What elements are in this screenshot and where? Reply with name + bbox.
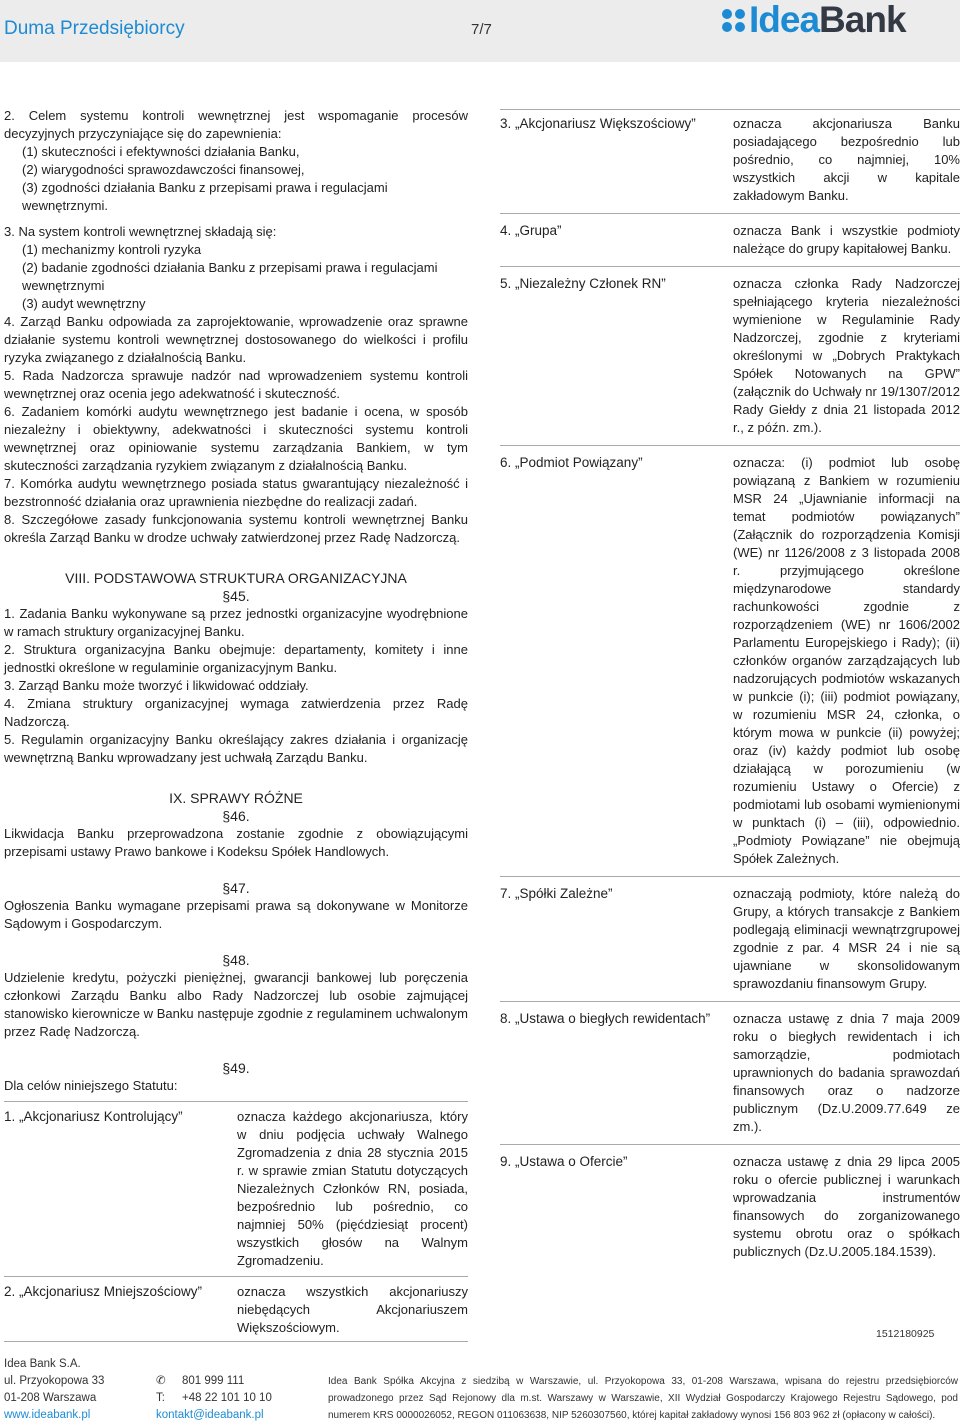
divider [4,1276,468,1277]
right-column [500,115,960,1261]
chapter-9-title: IX. SPRAWY RÓŻNE [169,790,303,806]
definition-term: 2. „Akcjonariusz Mniejszościowy” [4,1284,203,1299]
section-4-text: 4. Zarząd Banku odpowiada za zaprojektowanie, wprowadzenie oraz sprawne działanie systemu kontroli wewnętrznej dostosowanego do wielkości i profilu ryzyka związanego z działalnością Banku. [4,314,468,365]
section-7-text: 7. Komórka audytu wewnętrznego posiada status gwarantujący niezależność i bezstronność działania oraz uprawnienia niezbędne do realizacji zadań. [4,476,468,509]
definition-desc: oznacza ustawę z dnia 7 maja 2009 roku o biegłych rewidentach i ich samorządzie, podmiotach uprawnionych do badania sprawozdań finansowych oraz o nadzorze publicznym (Dz.U.2009.77.649 ze zm.). [733,1011,960,1134]
list-item: 1. Zadania Banku wykonywane są przez jednostki organizacyjne wyodrębnione w ramach struktury organizacyjnej Banku. [4,606,468,639]
left-column [4,107,468,1342]
definition-term: 7. „Spółki Zależne” [500,886,613,901]
definition-row [500,222,960,258]
definition-row [500,885,960,993]
definition-row [500,1010,960,1136]
list-item: 2. Struktura organizacyjna Banku obejmuje: departamenty, komitety i inne jednostki określone w regulaminie organizacyjnym Banku. [4,642,468,675]
divider [500,266,960,267]
footer-contact [156,1373,272,1424]
footer-address [4,1356,104,1424]
fax-label: T: [156,1392,165,1404]
divider [4,1101,468,1102]
paragraph-48-heading: §48. [222,952,250,968]
definition-term: 1. „Akcjonariusz Kontrolujący” [4,1109,183,1124]
definition-term: 4. „Grupa” [500,223,562,238]
chapter-8-title: VIII. PODSTAWOWA STRUKTURA ORGANIZACYJNA [65,570,407,586]
idea-bank-logo [722,0,906,40]
list-item: (2) wiarygodności sprawozdawczości finansowej, [22,162,305,177]
section-6-text: 6. Zadaniem komórki audytu wewnętrznego jest badanie i ocena, w sposób niezależny i obiektywny, adekwatności i skuteczności systemu kontroli wewnętrznej oraz opiniowanie systemu zarządzania Bankiem, w tym skuteczności zarządzania ryzykiem związanym z działalnością Banku. [4,404,468,473]
list-item: 3. Zarząd Banku może tworzyć i likwidować oddziały. [4,678,309,693]
phone-number: 801 999 111 [182,1375,245,1387]
definition-term: 6. „Podmiot Powiązany” [500,455,643,470]
section-2-text: 2. Celem systemu kontroli wewnętrznej jest wspomaganie procesów decyzyjnych przyczyniające się do zapewnienia: [4,108,468,141]
fax-number: +48 22 101 10 10 [182,1392,272,1404]
paragraph-48-text: Udzielenie kredytu, pożyczki pieniężnej, gwarancji bankowej lub poręczenia członkowi Zarządu Banku albo Rady Nadzorczej lub osobie zajmującej stanowisko kierownicze w Banku następuje zgodnie z regulaminem uchwalonym przez Radę Nadzorczą. [4,970,468,1039]
divider [500,213,960,214]
definition-row [500,115,960,205]
street-address: ul. Przyokopowa 33 [4,1375,105,1387]
definition-desc: oznacza: (i) podmiot lub osobę powiązaną z Bankiem w rozumieniu MSR 24 „Ujawnianie informacji na temat podmiotów powiązanych” (Załącznik do rozporządzenia Komisji (WE) nr 1126/2008 z 3 listopada 2008 r. przyjmującego określone międzynarodowe standardy rachunkowości zgodnie z rozporządzeniem (WE) nr 1606/2002 Parlamentu Europejskiego i Rady); (ii) członków organów zarządzających lub nadzorujących podmiotów wskazanych w punkcie (i); (iii) podmiot powiązany, w rozumieniu MSR 24, członka, o którym mowa w punkcie (ii) powyżej; oraz (iv) każdy podmiot lub osobę działającą w porozumieniu (w rozumieniu Ustawy o Ofercie) z podmiotami lub osobami wymienionymi w punktach (i) – (iii), odpowiednio. „Podmioty Powiązane” nie obejmują Spółek Zależnych. [733,455,960,866]
definition-desc: oznaczają podmioty, które należą do Grupy, a których transakcje z Bankiem podlegają eliminacji wewnątrzgrupowej zgodnie z par. 4 MSR 24 i nie są ujawniane w skonsolidowanym sprawozdaniu finansowym Grupy. [733,886,960,991]
page-header [0,0,960,62]
definition-row [500,1153,960,1261]
list-item: (1) mechanizmy kontroli ryzyka [22,242,202,257]
definition-row [4,1283,468,1337]
document-title: Duma Przedsiębiorcy [4,18,185,39]
list-item: (3) zgodności działania Banku z przepisami prawa i regulacjami wewnętrznymi. [22,180,388,213]
section-5-text: 5. Rada Nadzorcza sprawuje nadzór nad wprowadzeniem systemu kontroli wewnętrznej oraz ocenia jego adekwatność i skuteczność. [4,368,468,401]
company-name: Idea Bank S.A. [4,1358,81,1370]
definition-row [4,1108,468,1270]
definition-term: 8. „Ustawa o biegłych rewidentach” [500,1011,711,1026]
paragraph-47-heading: §47. [222,880,250,896]
divider [500,876,960,877]
logo-text-idea: Idea [749,0,820,40]
list-item: (2) badanie zgodności działania Banku z przepisami prawa i regulacjami wewnętrznymi [22,260,438,293]
paragraph-46-heading: §46. [222,808,250,824]
section-8-text: 8. Szczegółowe zasady funkcjonowania systemu kontroli wewnętrznej Banku określa Zarząd Banku w drodze uchwały zatwierdzonej przez Radę Nadzorczą. [4,512,468,545]
definition-row [500,454,960,868]
definition-term: 9. „Ustawa o Ofercie” [500,1154,628,1169]
definition-desc: oznacza akcjonariusza Banku posiadającego bezpośrednio lub pośrednio, co najmniej, 10% wszystkich akcji w kapitale zakładowym Banku. [733,116,960,203]
email-link[interactable]: kontakt@ideabank.pl [156,1409,264,1421]
paragraph-46-text: Likwidacja Banku przeprowadzona zostanie zgodnie z obowiązującymi przepisami ustawy Prawo bankowe i Kodeksu Spółek Handlowych. [4,826,468,859]
definition-desc: oznacza ustawę z dnia 29 lipca 2005 roku o ofercie publicznej i warunkach wprowadzania instrumentów finansowych do zorganizowanego systemu obrotu oraz o spółkach publicznych (Dz.U.2005.184.1539). [733,1154,960,1259]
divider [4,1341,468,1342]
definition-term: 5. „Niezależny Członek RN” [500,276,666,291]
logo-text-bank: Bank [819,0,906,40]
phone-icon: ✆ [156,1375,166,1387]
list-item: 5. Regulamin organizacyjny Banku określający zakres działania i organizację wewnętrzną Banku wprowadzany jest uchwałą Zarządu Banku. [4,732,468,765]
divider [500,1001,960,1002]
divider [500,109,960,110]
definition-term: 3. „Akcjonariusz Większościowy” [500,116,696,131]
paragraph-45-heading: §45. [222,588,250,604]
definition-desc: oznacza Bank i wszystkie podmioty należące do grupy kapitałowej Banku. [733,223,960,256]
paragraph-49-heading: §49. [222,1060,250,1076]
list-item: 4. Zmiana struktury organizacyjnej wymaga zatwierdzenia przez Radę Nadzorczą. [4,696,468,729]
page-number: 7/7 [471,21,492,38]
website-link[interactable]: www.ideabank.pl [4,1409,91,1421]
definition-row [500,275,960,437]
definition-desc: oznacza każdego akcjonariusza, który w dniu podjęcia uchwały Walnego Zgromadzenia z dnia 28 stycznia 2015 r. w sprawie zmian Statutu dotyczących Niezależnych Członków RN, posiada, bezpośrednio lub pośrednio, co najmniej 50% (pięćdziesiąt procent) wszystkich głosów na Walnym Zgromadzeniu. [237,1109,468,1268]
list-item: (1) skuteczności i efektywności działania Banku, [22,144,300,159]
definition-desc: oznacza wszystkich akcjonariuszy niebędących Akcjonariuszem Większościowym. [237,1284,468,1335]
divider [500,1144,960,1145]
legal-notice: Idea Bank Spółka Akcyjna z siedzibą w Warszawie, ul. Przyokopowa 33, 01-208 Warszawa, wpisana do rejestru przedsiębiorców prowadzonego przez Sąd Rejonowy dla m.st. Warszawy w Warszawie, XII Wydział Gospodarczy Krajowego Rejestru Sądowego, pod numerem KRS 0000026052, REGON 011063638, NIP 5260307560, której kapitał zakładowy wynosi 156 803 962 zł (opłacony w całości). [328,1376,958,1421]
paragraph-49-intro: Dla celów niniejszego Statutu: [4,1078,178,1093]
list-item: (3) audyt wewnętrzny [22,296,146,311]
logo-dots-icon [722,9,745,32]
divider [500,445,960,446]
definition-desc: oznacza członka Rady Nadzorczej spełniającego kryteria niezależności wymienione w Regulaminie Rady Nadzorczej, zgodnie z kryteriami określonymi w „Dobrych Praktykach Spółek Notowanych na GPW” (załącznik do Uchwały nr 19/1307/2012 Rady Giełdy z dnia 21 listopada 2012 r., z późn. zm.). [733,276,960,435]
section-3-text: 3. Na system kontroli wewnętrznej składają się: [4,224,277,239]
city-address: 01-208 Warszawa [4,1392,97,1404]
document-number: 1512180925 [876,1328,935,1340]
paragraph-47-text: Ogłoszenia Banku wymagane przepisami prawa są dokonywane w Monitorze Sądowym i Gospodarczym. [4,898,468,931]
